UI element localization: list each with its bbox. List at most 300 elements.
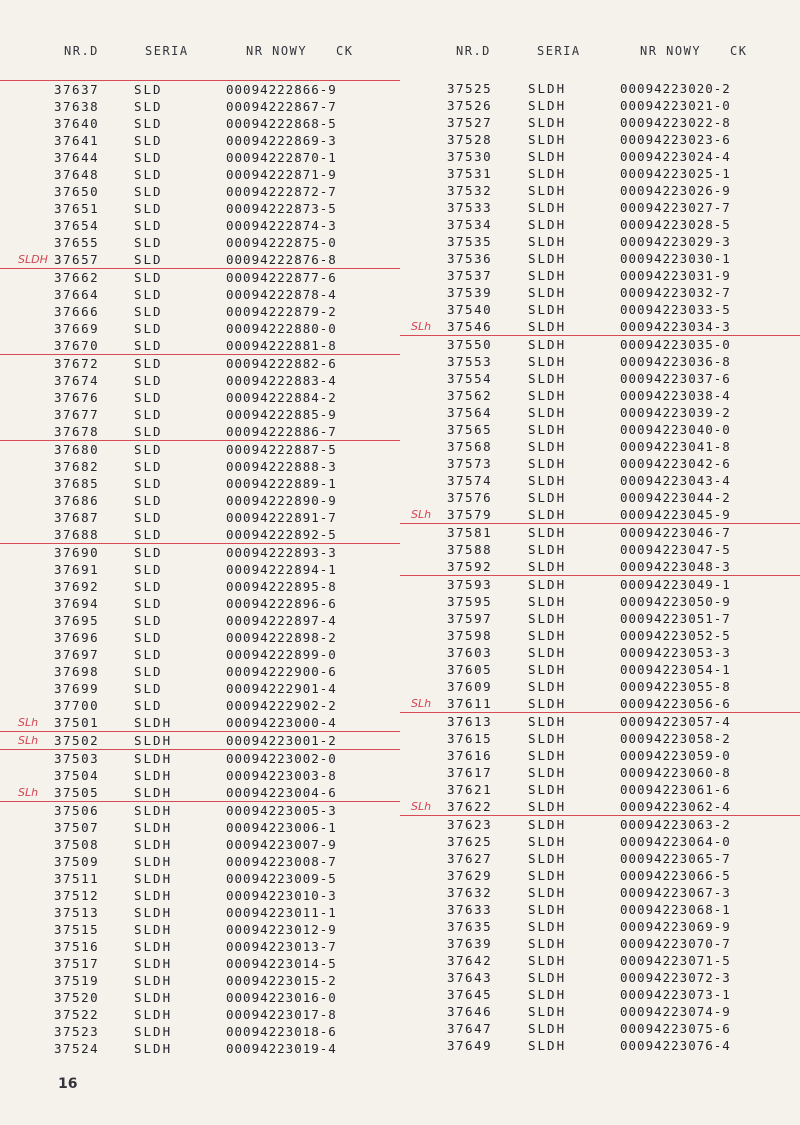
nr-nowy-cell: 00094222890-9 [226, 493, 337, 508]
nr-d-cell: 37509 [54, 854, 100, 869]
table-row [400, 918, 800, 935]
nr-d-cell: 37644 [54, 150, 100, 165]
nr-nowy-cell: 00094223004-6 [226, 785, 337, 800]
table-row [0, 904, 400, 921]
table-row [0, 132, 400, 149]
seria-cell: SLDH [528, 388, 567, 403]
table-row [400, 131, 800, 148]
nr-nowy-cell: 00094223032-7 [620, 285, 731, 300]
seria-cell: SLDH [528, 473, 567, 488]
header-seria: SERIA [145, 44, 189, 58]
seria-cell: SLDH [134, 973, 173, 988]
nr-nowy-cell: 00094223061-6 [620, 782, 731, 797]
nr-d-cell: 37605 [447, 662, 493, 677]
seria-cell: SLDH [528, 166, 567, 181]
table-row [400, 935, 800, 952]
nr-nowy-cell: 00094223057-4 [620, 714, 731, 729]
seria-cell: SLDH [134, 768, 173, 783]
nr-nowy-cell: 00094222877-6 [226, 270, 337, 285]
nr-d-cell: 37686 [54, 493, 100, 508]
seria-cell: SLD [134, 321, 163, 336]
nr-d-cell: 37502 [54, 733, 100, 748]
seria-cell: SLDH [134, 956, 173, 971]
nr-d-cell: 37678 [54, 424, 100, 439]
seria-cell: SLDH [134, 854, 173, 869]
table-row [400, 816, 800, 833]
nr-d-cell: 37657 [54, 252, 100, 267]
seria-cell: SLDH [528, 98, 567, 113]
table-row [400, 370, 800, 387]
nr-nowy-cell: 00094223059-0 [620, 748, 731, 763]
seria-cell: SLDH [134, 715, 173, 730]
nr-nowy-cell: 00094222871-9 [226, 167, 337, 182]
nr-nowy-cell: 00094223048-3 [620, 559, 731, 574]
seria-cell: SLDH [528, 422, 567, 437]
handwritten-note: SLh [411, 508, 432, 521]
table-row [0, 697, 400, 714]
nr-d-cell: 37617 [447, 765, 493, 780]
seria-cell: SLDH [528, 1004, 567, 1019]
seria-cell: SLDH [134, 837, 173, 852]
nr-nowy-cell: 00094223003-8 [226, 768, 337, 783]
table-row [400, 216, 800, 233]
nr-nowy-cell: 00094223018-6 [226, 1024, 337, 1039]
nr-d-cell: 37531 [447, 166, 493, 181]
table-row [0, 234, 400, 251]
nr-nowy-cell: 00094222896-6 [226, 596, 337, 611]
table-row [400, 353, 800, 370]
seria-cell: SLDH [528, 902, 567, 917]
nr-d-cell: 37507 [54, 820, 100, 835]
nr-d-cell: 37537 [447, 268, 493, 283]
table-row [0, 750, 400, 767]
table-row [0, 595, 400, 612]
table-row [0, 732, 400, 750]
seria-cell: SLDH [134, 922, 173, 937]
seria-cell: SLDH [134, 871, 173, 886]
table-row [400, 421, 800, 438]
seria-cell: SLDH [134, 888, 173, 903]
nr-d-cell: 37695 [54, 613, 100, 628]
nr-d-cell: 37565 [447, 422, 493, 437]
table-row [0, 989, 400, 1006]
nr-d-cell: 37512 [54, 888, 100, 903]
nr-d-cell: 37530 [447, 149, 493, 164]
nr-d-cell: 37613 [447, 714, 493, 729]
nr-d-cell: 37629 [447, 868, 493, 883]
nr-d-cell: 37637 [54, 82, 100, 97]
seria-cell: SLDH [134, 785, 173, 800]
seria-cell: SLDH [528, 1038, 567, 1053]
seria-cell: SLDH [528, 817, 567, 832]
nr-nowy-cell: 00094222894-1 [226, 562, 337, 577]
nr-nowy-cell: 00094223074-9 [620, 1004, 731, 1019]
nr-d-cell: 37688 [54, 527, 100, 542]
seria-cell: SLDH [528, 559, 567, 574]
seria-cell: SLDH [528, 748, 567, 763]
seria-cell: SLDH [528, 149, 567, 164]
table-row [400, 455, 800, 472]
nr-nowy-cell: 00094222869-3 [226, 133, 337, 148]
seria-cell: SLDH [528, 953, 567, 968]
table-row [0, 115, 400, 132]
nr-nowy-cell: 00094223022-8 [620, 115, 731, 130]
table-row [400, 404, 800, 421]
nr-nowy-cell: 00094222888-3 [226, 459, 337, 474]
table-row [400, 284, 800, 301]
nr-nowy-cell: 00094222868-5 [226, 116, 337, 131]
nr-nowy-cell: 00094222872-7 [226, 184, 337, 199]
table-row [0, 286, 400, 303]
seria-cell: SLD [134, 150, 163, 165]
seria-cell: SLDH [528, 234, 567, 249]
seria-cell: SLDH [134, 803, 173, 818]
nr-nowy-cell: 00094223021-0 [620, 98, 731, 113]
nr-d-cell: 37597 [447, 611, 493, 626]
table-row [0, 1040, 400, 1057]
table-row [0, 303, 400, 320]
table-row [400, 233, 800, 250]
table-row [400, 165, 800, 182]
nr-d-cell: 37698 [54, 664, 100, 679]
seria-cell: SLD [134, 596, 163, 611]
nr-d-cell: 37639 [447, 936, 493, 951]
nr-d-cell: 37506 [54, 803, 100, 818]
nr-d-cell: 37676 [54, 390, 100, 405]
nr-nowy-cell: 00094223069-9 [620, 919, 731, 934]
table-row [0, 1006, 400, 1023]
seria-cell: SLDH [528, 132, 567, 147]
table-row [400, 387, 800, 404]
nr-d-cell: 37519 [54, 973, 100, 988]
nr-d-cell: 37522 [54, 1007, 100, 1022]
nr-nowy-cell: 00094223045-9 [620, 507, 731, 522]
nr-d-cell: 37682 [54, 459, 100, 474]
table-row [400, 1037, 800, 1054]
nr-d-cell: 37674 [54, 373, 100, 388]
table-row [400, 199, 800, 216]
seria-cell: SLDH [528, 285, 567, 300]
table-row [0, 561, 400, 578]
nr-nowy-cell: 00094223075-6 [620, 1021, 731, 1036]
nr-nowy-cell: 00094223026-9 [620, 183, 731, 198]
nr-nowy-cell: 00094223064-0 [620, 834, 731, 849]
seria-cell: SLD [134, 235, 163, 250]
nr-nowy-cell: 00094223060-8 [620, 765, 731, 780]
seria-cell: SLDH [528, 611, 567, 626]
nr-d-cell: 37621 [447, 782, 493, 797]
nr-d-cell: 37536 [447, 251, 493, 266]
nr-nowy-cell: 00094223072-3 [620, 970, 731, 985]
seria-cell: SLDH [528, 456, 567, 471]
table-row [0, 646, 400, 663]
table-row [400, 472, 800, 489]
table-row [0, 441, 400, 458]
seria-cell: SLDH [528, 183, 567, 198]
nr-nowy-cell: 00094223065-7 [620, 851, 731, 866]
seria-cell: SLD [134, 442, 163, 457]
nr-nowy-cell: 00094223005-3 [226, 803, 337, 818]
seria-cell: SLDH [528, 731, 567, 746]
seria-cell: SLDH [134, 820, 173, 835]
table-row [0, 680, 400, 697]
seria-cell: SLDH [528, 1021, 567, 1036]
seria-cell: SLD [134, 116, 163, 131]
table-row [0, 921, 400, 938]
seria-cell: SLD [134, 681, 163, 696]
nr-nowy-cell: 00094222902-2 [226, 698, 337, 713]
nr-nowy-cell: 00094223042-6 [620, 456, 731, 471]
seria-cell: SLD [134, 133, 163, 148]
table-row [400, 884, 800, 901]
table-row [0, 183, 400, 200]
nr-d-cell: 37662 [54, 270, 100, 285]
nr-nowy-cell: 00094222867-7 [226, 99, 337, 114]
nr-nowy-cell: 00094223036-8 [620, 354, 731, 369]
seria-cell: SLDH [528, 799, 567, 814]
table-row [400, 713, 800, 730]
nr-d-cell: 37666 [54, 304, 100, 319]
nr-d-cell: 37564 [447, 405, 493, 420]
table-row [400, 1003, 800, 1020]
table-row [0, 200, 400, 217]
nr-d-cell: 37598 [447, 628, 493, 643]
nr-d-cell: 37692 [54, 579, 100, 594]
nr-nowy-cell: 00094222884-2 [226, 390, 337, 405]
table-row [400, 969, 800, 986]
nr-d-cell: 37516 [54, 939, 100, 954]
nr-d-cell: 37554 [447, 371, 493, 386]
table-row [0, 612, 400, 629]
nr-d-cell: 37643 [447, 970, 493, 985]
nr-nowy-cell: 00094223043-4 [620, 473, 731, 488]
seria-cell: SLD [134, 545, 163, 560]
table-row [400, 867, 800, 884]
table-row [0, 406, 400, 423]
nr-nowy-cell: 00094223052-5 [620, 628, 731, 643]
nr-nowy-cell: 00094223010-3 [226, 888, 337, 903]
seria-cell: SLDH [528, 679, 567, 694]
nr-d-cell: 37687 [54, 510, 100, 525]
seria-cell: SLD [134, 407, 163, 422]
nr-nowy-cell: 00094223023-6 [620, 132, 731, 147]
seria-cell: SLDH [528, 645, 567, 660]
header-nr-d: NR.D [456, 44, 491, 58]
nr-nowy-cell: 00094222901-4 [226, 681, 337, 696]
table-row [0, 98, 400, 115]
nr-d-cell: 37640 [54, 116, 100, 131]
table-row [400, 661, 800, 678]
nr-nowy-cell: 00094222876-8 [226, 252, 337, 267]
table-row [400, 267, 800, 284]
nr-nowy-cell: 00094223015-2 [226, 973, 337, 988]
table-row [400, 986, 800, 1003]
table-row [0, 149, 400, 166]
nr-d-cell: 37579 [447, 507, 493, 522]
handwritten-note: SLh [411, 320, 432, 333]
table-row [400, 1020, 800, 1037]
seria-cell: SLDH [134, 990, 173, 1005]
header-nr-d: NR.D [64, 44, 99, 58]
nr-d-cell: 37576 [447, 490, 493, 505]
nr-nowy-cell: 00094223053-3 [620, 645, 731, 660]
nr-d-cell: 37504 [54, 768, 100, 783]
nr-d-cell: 37622 [447, 799, 493, 814]
nr-d-cell: 37515 [54, 922, 100, 937]
table-row [400, 250, 800, 267]
nr-d-cell: 37503 [54, 751, 100, 766]
nr-nowy-cell: 00094223068-1 [620, 902, 731, 917]
nr-nowy-cell: 00094223041-8 [620, 439, 731, 454]
nr-nowy-cell: 00094222873-5 [226, 201, 337, 216]
nr-d-cell: 37517 [54, 956, 100, 971]
nr-nowy-cell: 00094223062-4 [620, 799, 731, 814]
seria-cell: SLD [134, 356, 163, 371]
nr-nowy-cell: 00094222897-4 [226, 613, 337, 628]
nr-nowy-cell: 00094223006-1 [226, 820, 337, 835]
nr-d-cell: 37664 [54, 287, 100, 302]
seria-cell: SLDH [528, 577, 567, 592]
nr-d-cell: 37540 [447, 302, 493, 317]
handwritten-note: SLh [18, 716, 39, 729]
nr-d-cell: 37680 [54, 442, 100, 457]
table-row [400, 336, 800, 353]
nr-d-cell: 37573 [447, 456, 493, 471]
nr-d-cell: 37691 [54, 562, 100, 577]
page-number: 16 [58, 1076, 78, 1092]
seria-cell: SLDH [528, 851, 567, 866]
nr-d-cell: 37513 [54, 905, 100, 920]
nr-nowy-cell: 00094223013-7 [226, 939, 337, 954]
seria-cell: SLD [134, 304, 163, 319]
nr-d-cell: 37592 [447, 559, 493, 574]
nr-nowy-cell: 00094223055-8 [620, 679, 731, 694]
nr-nowy-cell: 00094223040-0 [620, 422, 731, 437]
table-row [0, 458, 400, 475]
nr-d-cell: 37655 [54, 235, 100, 250]
seria-cell: SLDH [528, 371, 567, 386]
nr-nowy-cell: 00094223008-7 [226, 854, 337, 869]
nr-d-cell: 37550 [447, 337, 493, 352]
table-row [400, 833, 800, 850]
seria-cell: SLDH [134, 939, 173, 954]
nr-nowy-cell: 00094223019-4 [226, 1041, 337, 1056]
table-row [400, 97, 800, 114]
nr-nowy-cell: 00094223046-7 [620, 525, 731, 540]
seria-cell: SLD [134, 698, 163, 713]
nr-nowy-cell: 00094223020-2 [620, 81, 731, 96]
table-rows-left [0, 80, 400, 1057]
nr-nowy-cell: 00094222887-5 [226, 442, 337, 457]
nr-nowy-cell: 00094223076-4 [620, 1038, 731, 1053]
nr-d-cell: 37696 [54, 630, 100, 645]
table-row [400, 850, 800, 867]
header-seria: SERIA [537, 44, 581, 58]
table-row [400, 524, 800, 541]
table-row [0, 372, 400, 389]
nr-d-cell: 37523 [54, 1024, 100, 1039]
seria-cell: SLDH [528, 868, 567, 883]
nr-nowy-cell: 00094223037-6 [620, 371, 731, 386]
handwritten-note: SLh [18, 786, 39, 799]
seria-cell: SLD [134, 562, 163, 577]
seria-cell: SLD [134, 647, 163, 662]
seria-cell: SLD [134, 167, 163, 182]
handwritten-note: SLDH [18, 253, 48, 266]
nr-d-cell: 37672 [54, 356, 100, 371]
nr-d-cell: 37645 [447, 987, 493, 1002]
nr-d-cell: 37535 [447, 234, 493, 249]
table-row [0, 784, 400, 802]
table-row [0, 870, 400, 887]
seria-cell: SLDH [528, 405, 567, 420]
table-row [0, 166, 400, 183]
nr-nowy-cell: 00094222891-7 [226, 510, 337, 525]
table-row [0, 578, 400, 595]
nr-d-cell: 37641 [54, 133, 100, 148]
seria-cell: SLDH [528, 970, 567, 985]
seria-cell: SLDH [528, 302, 567, 317]
nr-d-cell: 37615 [447, 731, 493, 746]
nr-nowy-cell: 00094222885-9 [226, 407, 337, 422]
table-row [400, 182, 800, 199]
table-row [0, 629, 400, 646]
seria-cell: SLD [134, 287, 163, 302]
table-row [400, 506, 800, 524]
nr-d-cell: 37505 [54, 785, 100, 800]
seria-cell: SLD [134, 664, 163, 679]
seria-cell: SLD [134, 630, 163, 645]
nr-d-cell: 37669 [54, 321, 100, 336]
nr-nowy-cell: 00094223024-4 [620, 149, 731, 164]
nr-nowy-cell: 00094223001-2 [226, 733, 337, 748]
seria-cell: SLD [134, 459, 163, 474]
nr-d-cell: 37508 [54, 837, 100, 852]
seria-cell: SLDH [528, 525, 567, 540]
seria-cell: SLD [134, 493, 163, 508]
nr-d-cell: 37635 [447, 919, 493, 934]
nr-nowy-cell: 00094222870-1 [226, 150, 337, 165]
nr-d-cell: 37685 [54, 476, 100, 491]
seria-cell: SLD [134, 184, 163, 199]
nr-nowy-cell: 00094223029-3 [620, 234, 731, 249]
seria-cell: SLDH [528, 919, 567, 934]
nr-d-cell: 37603 [447, 645, 493, 660]
table-row [400, 489, 800, 506]
table-row [0, 492, 400, 509]
nr-d-cell: 37539 [447, 285, 493, 300]
nr-nowy-cell: 00094222878-4 [226, 287, 337, 302]
nr-nowy-cell: 00094222900-6 [226, 664, 337, 679]
table-row [0, 955, 400, 972]
nr-nowy-cell: 00094222874-3 [226, 218, 337, 233]
seria-cell: SLD [134, 270, 163, 285]
nr-d-cell: 37534 [447, 217, 493, 232]
seria-cell: SLDH [528, 319, 567, 334]
table-row [0, 714, 400, 732]
nr-nowy-cell: 00094222886-7 [226, 424, 337, 439]
seria-cell: SLDH [528, 115, 567, 130]
seria-cell: SLD [134, 218, 163, 233]
seria-cell: SLD [134, 252, 163, 267]
nr-nowy-cell: 00094223073-1 [620, 987, 731, 1002]
table-row [0, 320, 400, 337]
nr-nowy-cell: 00094222889-1 [226, 476, 337, 491]
nr-nowy-cell: 00094223033-5 [620, 302, 731, 317]
seria-cell: SLD [134, 201, 163, 216]
nr-nowy-cell: 00094222881-8 [226, 338, 337, 353]
table-row [0, 355, 400, 372]
